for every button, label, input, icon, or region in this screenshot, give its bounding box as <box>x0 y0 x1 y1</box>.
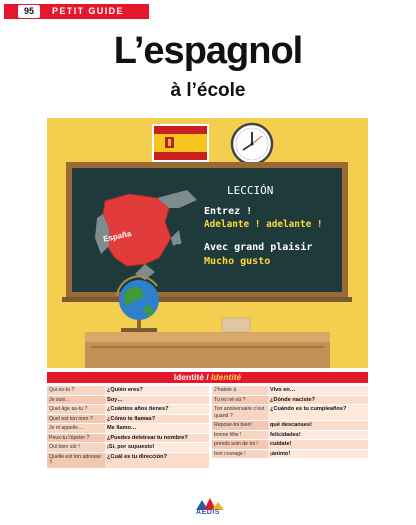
board-heading: LECCIÓN <box>227 184 274 197</box>
phrase-es: ¡Sí, por supuesto! <box>105 443 209 452</box>
map-label: España <box>102 229 133 244</box>
phrase-es: qué descanses! <box>268 421 368 430</box>
phrase-row <box>47 453 209 469</box>
phrase-row <box>212 421 368 431</box>
phrase-fr: Quel âge as-tu ? <box>47 405 105 414</box>
section-title-fr: Identité <box>173 372 204 382</box>
phrase-es: ¿Cuál es tu dirección? <box>105 453 209 468</box>
phrase-fr: Qui es-tu ? <box>47 386 105 395</box>
phrase-row <box>47 405 209 415</box>
phrase-es: cuidate! <box>268 440 368 449</box>
phrase-fr: Quelle est ton adresse ? <box>47 453 105 468</box>
phrase-es: ¿Quién eres? <box>105 386 209 395</box>
phrase-row <box>212 450 368 460</box>
phrase-fr: Oui bien sûr ! <box>47 443 105 452</box>
page-title: L’espagnol <box>113 30 303 72</box>
series-label: PETIT GUIDE <box>52 6 124 16</box>
clock-icon <box>232 124 272 164</box>
phrase-row <box>47 386 209 396</box>
board-line3: Avec grand plaisir <box>204 242 313 253</box>
board-line1: Entrez ! <box>204 206 253 217</box>
board-line4: Mucho gusto <box>204 256 271 267</box>
phrase-table <box>47 386 368 480</box>
phrase-fr: Peux-tu l’épeler ? <box>47 434 105 443</box>
phrase-es: ¿Cómo te llamas? <box>105 415 209 424</box>
phrase-column-right <box>212 386 368 459</box>
phrase-fr: Je m’appelle… <box>47 424 105 433</box>
phrase-row <box>47 434 209 444</box>
phrase-fr: prends soin de toi ! <box>212 440 268 449</box>
phrase-row <box>212 440 368 450</box>
phrase-row <box>212 431 368 441</box>
phrase-es: ¿Dónde naciste? <box>268 396 368 405</box>
phrase-column-left <box>47 386 209 469</box>
phrase-row <box>212 396 368 406</box>
phrase-fr: Tu es né où ? <box>212 396 268 405</box>
teacher-desk <box>85 318 330 368</box>
phrase-row <box>47 443 209 453</box>
cover-illustration <box>47 118 368 368</box>
section-separator: / <box>203 372 212 382</box>
phrase-es: felicidades! <box>268 431 368 440</box>
spain-flag-icon <box>153 125 208 161</box>
phrase-row <box>47 396 209 406</box>
phrase-es: ¿Puedes deletrear tu nombre? <box>105 434 209 443</box>
phrase-es: Me llamo… <box>105 424 209 433</box>
phrase-es: ¡ánimo! <box>268 450 368 459</box>
phrase-row <box>212 405 368 421</box>
phrase-es: Soy… <box>105 396 209 405</box>
section-title-es: Identité <box>211 372 242 382</box>
page-subtitle: à l’école <box>170 80 246 101</box>
phrase-row <box>47 415 209 425</box>
header-band <box>0 0 416 22</box>
phrase-fr: bon courage ! <box>212 450 268 459</box>
board-line2: Adelante ! adelante ! <box>204 219 323 230</box>
phrase-fr: bonne fête ! <box>212 431 268 440</box>
phrase-fr: Repose-toi bien! <box>212 421 268 430</box>
phrase-fr: J’habite à <box>212 386 268 395</box>
phrase-row <box>212 386 368 396</box>
section-header <box>47 372 368 383</box>
phrase-row <box>47 424 209 434</box>
phrase-es: ¿Cuántos años tienes? <box>105 405 209 414</box>
publisher-name: AEDIS <box>196 509 220 516</box>
publisher-logo <box>188 496 228 518</box>
phrase-fr: Je suis… <box>47 396 105 405</box>
phrase-es: ¿Cuándo es tu cumpleaños? <box>268 405 368 420</box>
phrase-fr: Quel est ton nom ? <box>47 415 105 424</box>
phrase-es: Vivo en… <box>268 386 368 395</box>
chalk-tray <box>62 297 352 302</box>
guide-number: 95 <box>18 5 40 18</box>
phrase-fr: Ton anniversaire c’est quand ? <box>212 405 268 420</box>
